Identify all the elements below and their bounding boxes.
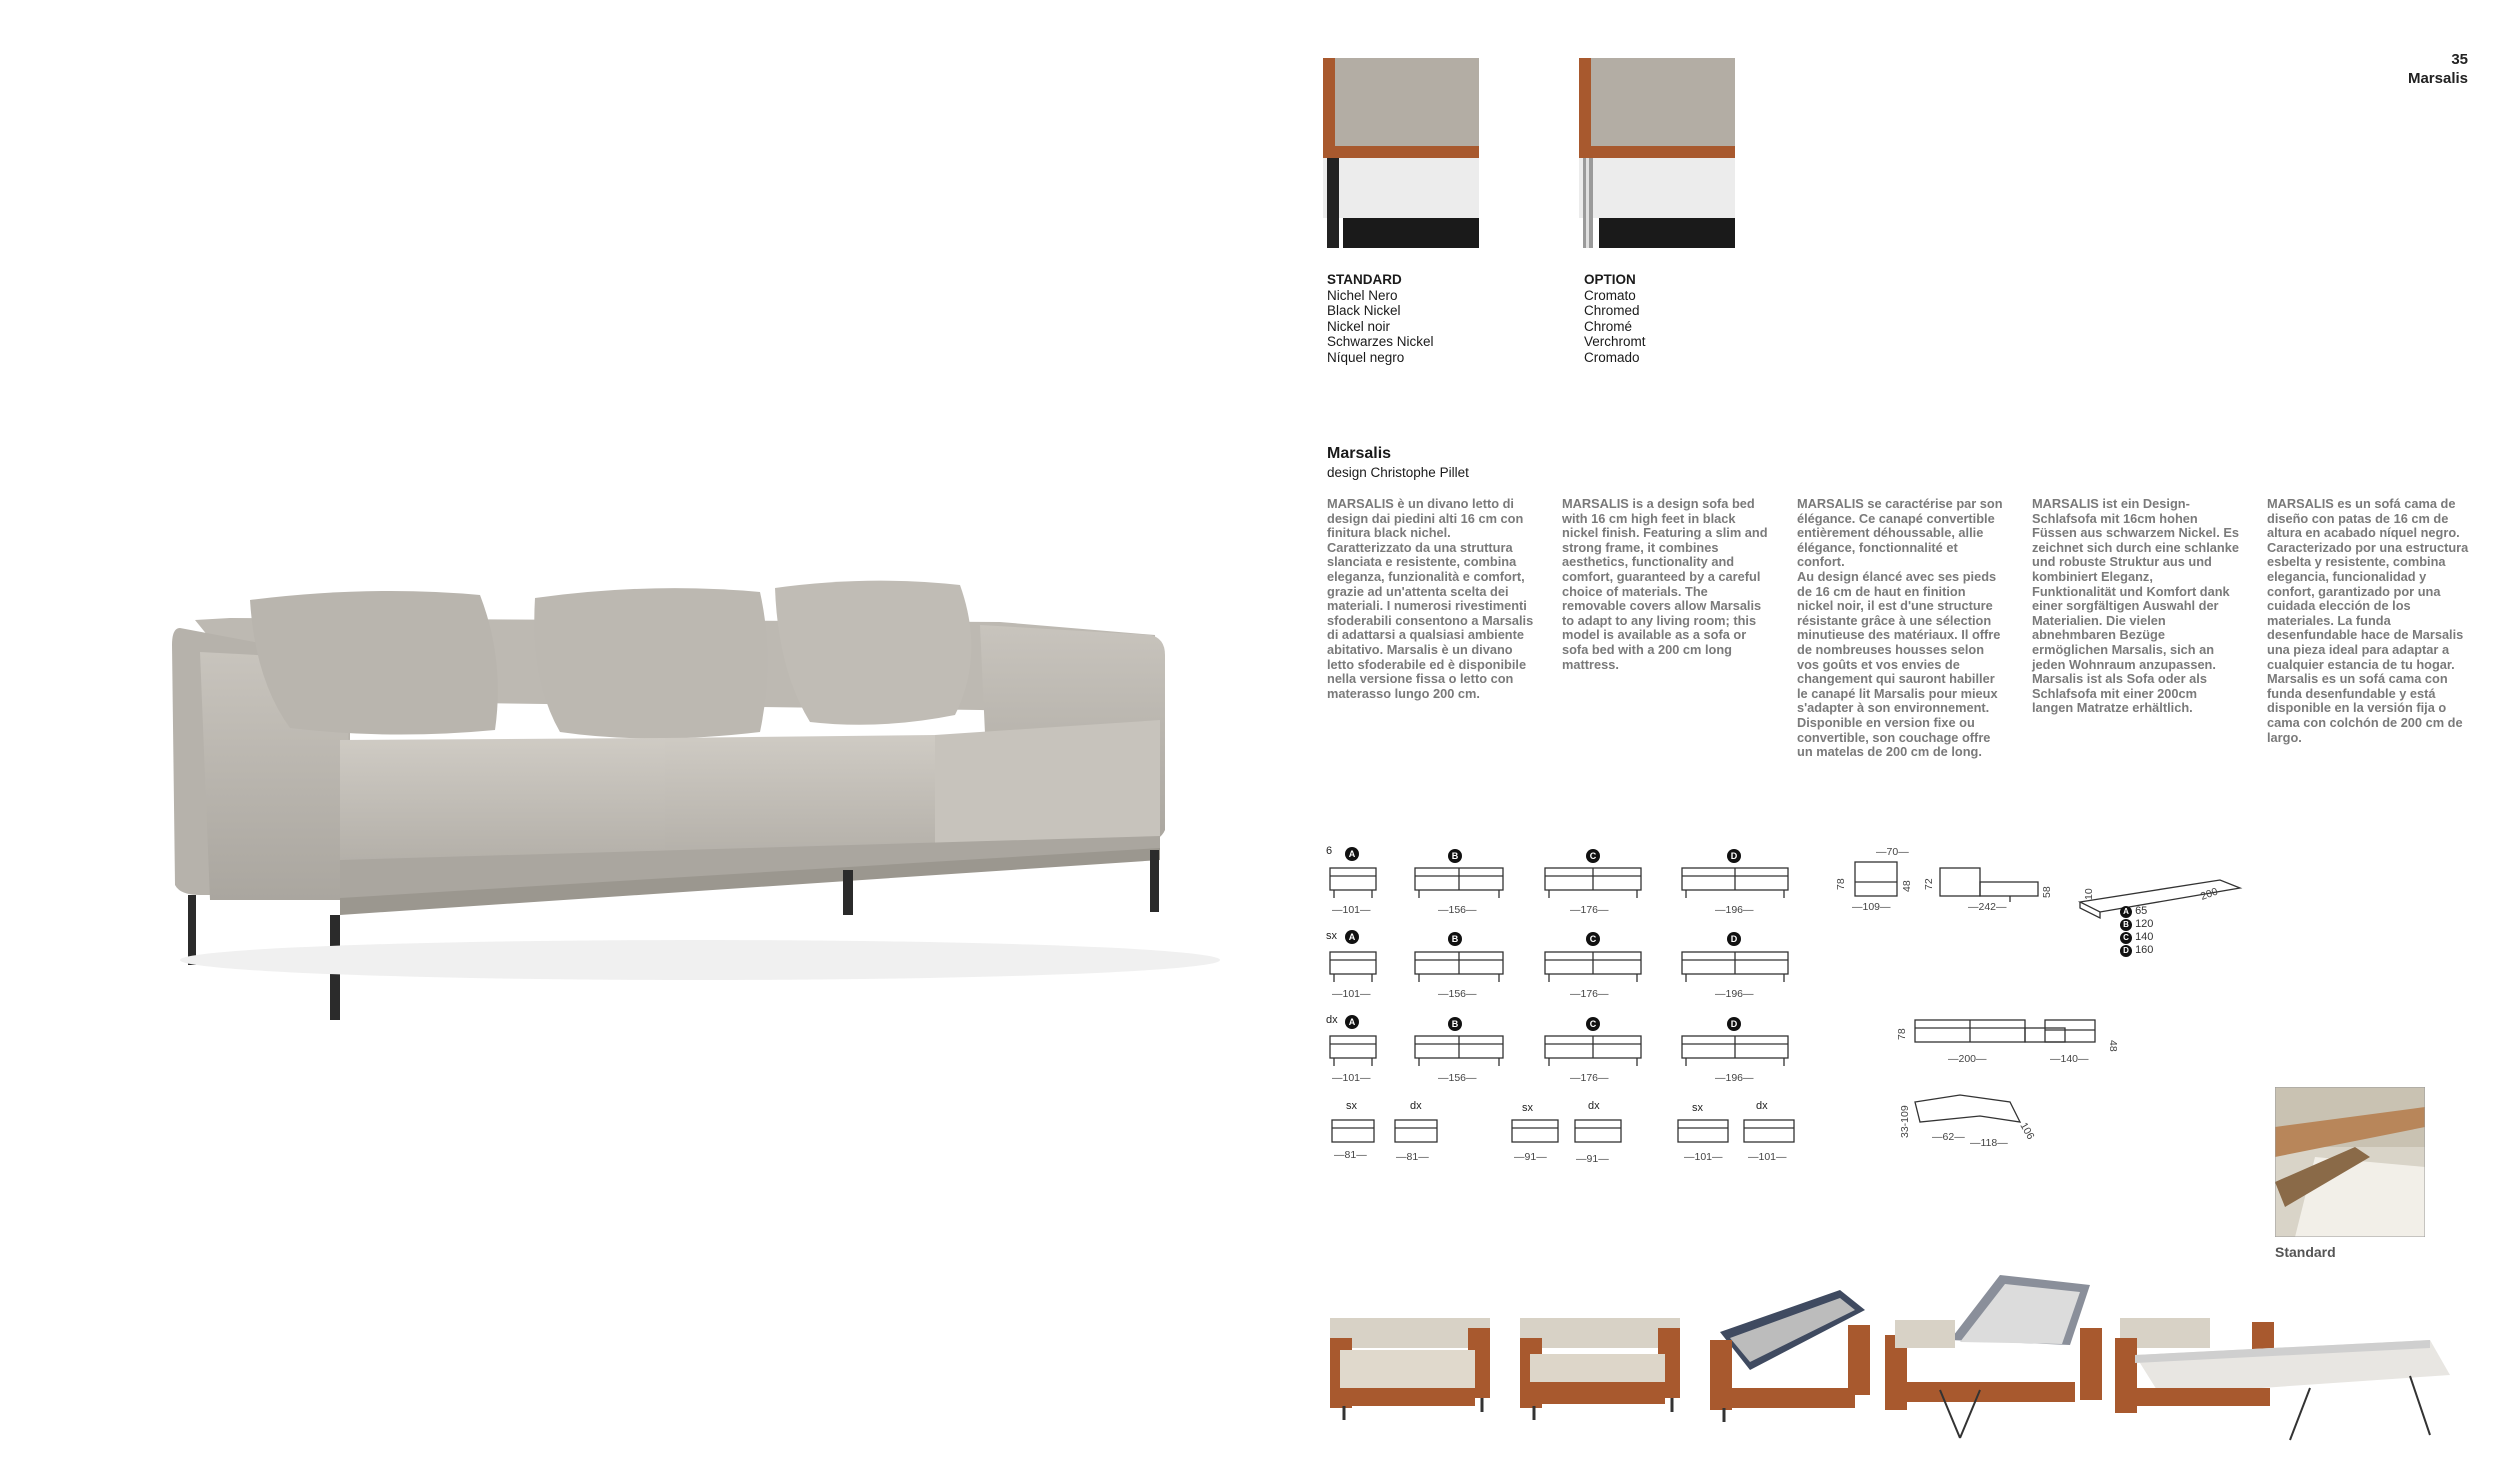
dim-label: —118— [1970, 1137, 2008, 1149]
letter-badge: A [1345, 1015, 1359, 1029]
letter-badge: B [1448, 932, 1462, 946]
opening-step-1 [1330, 1318, 1490, 1420]
dim-label: —101— [1332, 988, 1371, 1000]
dim-label: —91— [1576, 1153, 1609, 1165]
sofa-6-b-drawing [1415, 868, 1503, 898]
finish-heading: OPTION [1584, 272, 1636, 287]
opening-step-2 [1520, 1318, 1680, 1420]
section-title: Marsalis [2407, 70, 2468, 87]
product-name: Marsalis [1327, 445, 1392, 462]
letter-badge: A [1345, 847, 1359, 861]
chaise-label: dx [1756, 1100, 1768, 1112]
description-german: MARSALIS ist ein Design-Schlafsofa mit 16cm hohen Füssen aus schwarzem Nickel. Es zeichnet sich durch eine schlanke und robuste Struktur aus und kombiniert Eleganz, Funktionalität und Komfort dank einer sorgfältigen Auswahl der Materialien. Die vielen abnehmbaren Bezüge ermöglichen Marsalis, sich an jeden Wohnraum anzupassen. Marsalis ist als Sofa oder als Schlafsofa mit einer 200cm langen Matratze erhältlich. [2032, 496, 2239, 716]
page-number: 35 [2451, 51, 2468, 68]
dim-label: 48 [1901, 880, 1913, 892]
mattress-drawing [2080, 880, 2240, 918]
dim-label: —196— [1715, 904, 1754, 916]
dim-label: —70— [1876, 846, 1909, 858]
side-view-drawing [1855, 862, 1897, 896]
dim-label: 200 [2198, 885, 2220, 903]
finish-name: Chromé [1584, 318, 1633, 334]
hero-sofa-image [0, 360, 1250, 1080]
standard-mechanism-photo [2275, 1087, 2425, 1237]
dim-label: 33-109 [1899, 1105, 1911, 1138]
letter-badge: A [2120, 906, 2132, 918]
dim-label: —101— [1684, 1151, 1723, 1163]
description-french: MARSALIS se caractérise par son élégance. Ce canapé convertible entièrement déhoussable, allie élégance, fonctionnalité et confort. Au design élancé avec ses pieds de 16 cm de haut en finition nickel noir, il est d'une structure résistante grâce à une sélection minutieuse des matériaux. Il offre de nombreuses housses selon vos goûts et vos envies de changement qui sauront habiller le canapé lit Marsalis pour mieux s'adapter à son environnement. Disponible en version fixe ou convertible, son couchage offre un matelas de 200 cm de long. [1797, 496, 2003, 760]
opening-step-5 [2115, 1318, 2450, 1440]
mattress-width: 120 [2135, 918, 2154, 930]
dim-label: —196— [1715, 1072, 1754, 1084]
product-title-block [1327, 445, 1469, 480]
letter-badge: D [2120, 945, 2132, 957]
chaise-label: dx [1588, 1100, 1600, 1112]
dim-label: —156— [1438, 988, 1477, 1000]
dim-label: —156— [1438, 904, 1477, 916]
dim-label: —101— [1332, 1072, 1371, 1084]
finish-name: Níquel negro [1327, 349, 1405, 365]
chaise-label: dx [1410, 1100, 1422, 1112]
mattress-width-legend [2120, 905, 2153, 957]
standard-caption: Standard [2275, 1244, 2336, 1260]
finish-name: Black Nickel [1327, 303, 1401, 318]
dim-label: —81— [1334, 1149, 1367, 1161]
chaise-label: sx [1692, 1102, 1703, 1114]
opening-step-3 [1710, 1290, 1870, 1422]
letter-badge: D [1727, 1017, 1741, 1031]
dim-label: —62— [1932, 1131, 1965, 1143]
finish-name: Cromado [1584, 349, 1640, 365]
sofa-6-a-drawing [1330, 868, 1376, 898]
dim-label: —176— [1570, 988, 1609, 1000]
dim-label: —109— [1852, 901, 1891, 913]
mattress-width: 160 [2135, 944, 2154, 956]
dim-label: —196— [1715, 988, 1754, 1000]
letter-badge: B [1448, 849, 1462, 863]
dim-label: 10 [2083, 888, 2095, 900]
letter-badge: B [2120, 919, 2132, 931]
standard-finish-swatch [1313, 58, 1479, 252]
description-spanish: MARSALIS es un sofá cama de diseño con patas de 16 cm de altura en acabado níquel negro. Caracterizado por una estructura esbelta y resistente, combina elegancia, funcionalidad y confort, garantizado por una cuidada elección de los materiales. La funda desenfundable hace de Marsalis una pieza ideal para adaptar a cualquier estancia de tu hogar. Marsalis es un sofá cama con funda desenfundable y está disponible en la versión fija o cama con colchón de 200 cm de largo. [2267, 496, 2469, 745]
dim-label: —81— [1396, 1151, 1429, 1163]
dim-label: 106 [2017, 1120, 2037, 1142]
sofa-6-d-drawing [1682, 868, 1788, 898]
finish-name: Nichel Nero [1327, 287, 1398, 303]
letter-badge: A [1345, 930, 1359, 944]
chaise-label: sx [1346, 1100, 1357, 1112]
finish-name: Verchromt [1584, 334, 1646, 349]
standard-finish-list [1327, 272, 1434, 365]
letter-badge: D [1727, 849, 1741, 863]
dim-label: —242— [1968, 901, 2007, 913]
dim-label: 48 [2107, 1040, 2119, 1052]
finish-name: Schwarzes Nickel [1327, 334, 1434, 349]
page-header [2408, 50, 2468, 88]
product-designer: design Christophe Pillet [1327, 465, 1469, 480]
dim-label: 58 [2041, 886, 2053, 898]
dim-label: 78 [1835, 878, 1847, 890]
dim-label: —200— [1948, 1053, 1987, 1065]
mattress-width: 140 [2135, 931, 2154, 943]
dim-label: —101— [1748, 1151, 1787, 1163]
row-prefix: dx [1326, 1014, 1338, 1026]
corner-drawing [1915, 1095, 2020, 1122]
dim-label: —91— [1514, 1151, 1547, 1163]
option-finish-list [1584, 272, 1646, 365]
sofa-6-c-drawing [1545, 868, 1641, 898]
dim-label: —156— [1438, 1072, 1477, 1084]
opening-step-4 [1885, 1275, 2102, 1438]
dim-label: —140— [2050, 1053, 2089, 1065]
finish-name: Nickel noir [1327, 318, 1391, 334]
dim-label: —176— [1570, 904, 1609, 916]
letter-badge: C [1586, 1017, 1600, 1031]
finish-heading: STANDARD [1327, 272, 1402, 287]
open-bed-drawing [1940, 868, 2038, 902]
dim-label: 78 [1896, 1028, 1908, 1040]
mattress-width: 65 [2135, 905, 2148, 917]
finish-name: Chromed [1584, 303, 1640, 318]
option-finish-swatch [1569, 58, 1735, 252]
dimension-diagrams [1320, 840, 2280, 1180]
dim-label: 72 [1923, 878, 1935, 890]
letter-badge: C [1586, 849, 1600, 863]
description-english: MARSALIS is a design sofa bed with 16 cm high feet in black nickel finish. Featuring a slim and strong frame, it combines aesthetics, functionality and comfort, guaranteed by a careful choice of materials. The removable covers allow Marsalis to adapt to any living room; this model is available as a sofa or sofa bed with a 200 cm long mattress. [1562, 496, 1768, 672]
dim-label: —101— [1332, 904, 1371, 916]
row-prefix: 6 [1326, 845, 1333, 857]
dim-label: —176— [1570, 1072, 1609, 1084]
row-prefix: sx [1326, 930, 1337, 942]
letter-badge: C [2120, 932, 2132, 944]
letter-badge: C [1586, 932, 1600, 946]
letter-badge: D [1727, 932, 1741, 946]
finish-name: Cromato [1584, 287, 1636, 303]
chaise-label: sx [1522, 1102, 1533, 1114]
letter-badge: B [1448, 1017, 1462, 1031]
sofa-bed-opening-sequence [1300, 1270, 2460, 1450]
description-italian: MARSALIS è un divano letto di design dai piedini alti 16 cm con finitura black nichel. Caratterizzato da una struttura slanciata e resistente, combina eleganza, funzionalità e comfort, grazie ad un'attenta scelta dei materiali. I numerosi rivestimenti sfoderabili consentono a Marsalis di adattarsi a qualsiasi ambiente abitativo. Marsalis è un divano letto sfoderabile ed è disponibile nella versione fissa o letto con materasso lungo 200 cm. [1327, 496, 1534, 701]
